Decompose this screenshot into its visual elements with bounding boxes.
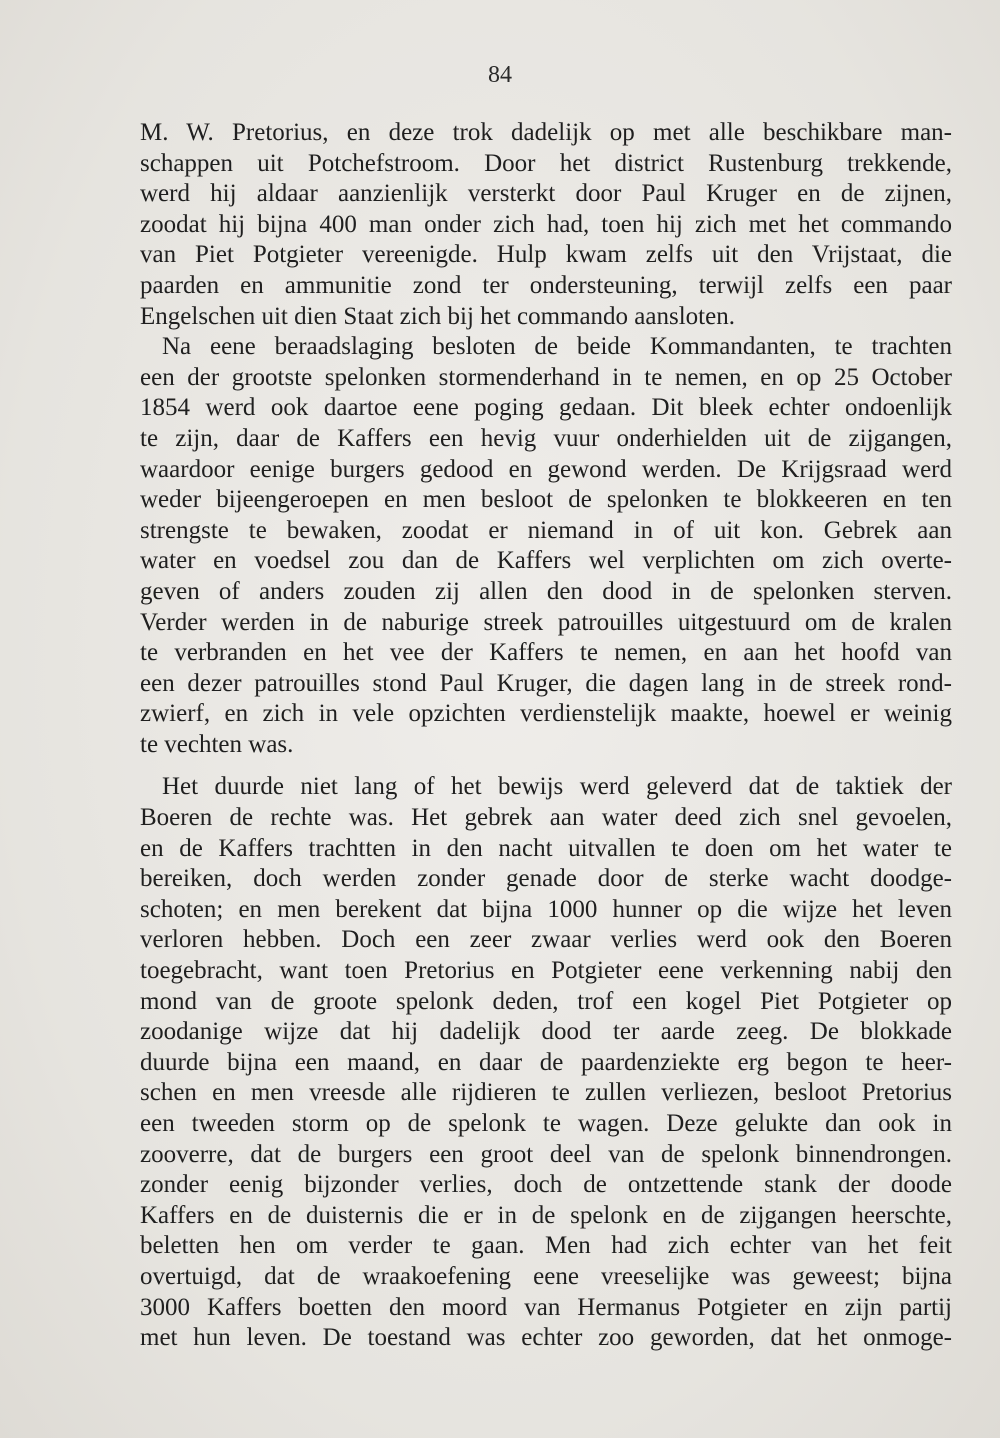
text-line: strengste te bewaken, zoodat er niemand in of uit kon. Gebrek aan bbox=[140, 516, 952, 544]
text-line: Boeren de rechte was. Het gebrek aan water deed zich snel gevoelen, bbox=[140, 804, 952, 832]
text-line: schen en men vreesde alle rijdieren te zullen verliezen, besloot Pretorius bbox=[140, 1079, 952, 1107]
text-line: verloren hebben. Doch een zeer zwaar verlies werd ook den Boeren bbox=[140, 926, 952, 954]
text-line: werd hij aldaar aanzienlijk versterkt door Paul Kruger en de zijnen, bbox=[140, 180, 952, 208]
text-line: Na eene beraadslaging besloten de beide Kommandanten, te trachten bbox=[162, 333, 952, 361]
body-text bbox=[140, 118, 952, 1354]
paragraph-3 bbox=[140, 772, 952, 1353]
text-line: te verbranden en het vee der Kaffers te nemen, en aan het hoofd van bbox=[140, 639, 952, 667]
text-line: waardoor eenige burgers gedood en gewond werden. De Krijgsraad werd bbox=[140, 455, 952, 483]
text-line: zwierf, en zich in vele opzichten verdienstelijk maakte, hoewel er weinig bbox=[140, 700, 952, 728]
page-number: 84 bbox=[488, 62, 512, 88]
text-line: en de Kaffers trachtten in den nacht uitvallen te doen om het water te bbox=[140, 834, 952, 862]
text-line: van Piet Potgieter vereenigde. Hulp kwam zelfs uit den Vrijstaat, die bbox=[140, 241, 952, 269]
text-line: 1854 werd ook daartoe eene poging gedaan. Dit bleek echter ondoenlijk bbox=[140, 394, 952, 422]
text-line: 3000 Kaffers boetten den moord van Hermanus Potgieter en zijn partij bbox=[140, 1293, 952, 1321]
text-line: schoten; en men berekent dat bijna 1000 hunner op die wijze het leven bbox=[140, 895, 952, 923]
text-line: zooverre, dat de burgers een groot deel van de spelonk binnendrongen. bbox=[140, 1140, 952, 1168]
text-line: geven of anders zouden zij allen den dood in de spelonken sterven. bbox=[140, 577, 952, 605]
text-line: overtuigd, dat de wraakoefening eene vreeselijke was geweest; bijna bbox=[140, 1262, 952, 1290]
text-line: een dezer patrouilles stond Paul Kruger, die dagen lang in de streek rond- bbox=[140, 669, 952, 697]
text-line: bereiken, doch werden zonder genade door de sterke wacht doodge- bbox=[140, 865, 952, 893]
text-line: paarden en ammunitie zond ter ondersteuning, terwijl zelfs een paar bbox=[140, 271, 952, 299]
text-line: een der grootste spelonken stormenderhand in te nemen, en op 25 October bbox=[140, 363, 952, 391]
text-line: duurde bijna een maand, en daar de paardenziekte erg begon te heer- bbox=[140, 1048, 952, 1076]
text-line: zoodat hij bijna 400 man onder zich had, toen hij zich met het commando bbox=[140, 210, 952, 238]
paragraph-1 bbox=[140, 118, 952, 332]
text-line: Verder werden in de naburige streek patrouilles uitgestuurd om de kralen bbox=[140, 608, 952, 636]
text-line: water en voedsel zou dan de Kaffers wel verplichten om zich overte- bbox=[140, 547, 952, 575]
text-line: mond van de groote spelonk deden, trof een kogel Piet Potgieter op bbox=[140, 987, 952, 1015]
text-line: beletten hen om verder te gaan. Men had zich echter van het feit bbox=[140, 1232, 952, 1260]
text-line: zoodanige wijze dat hij dadelijk dood ter aarde zeeg. De blokkade bbox=[140, 1018, 952, 1046]
text-line: toegebracht, want toen Pretorius en Potgieter eene verkenning nabij den bbox=[140, 957, 952, 985]
text-line: te zijn, daar de Kaffers een hevig vuur onderhielden uit de zijgangen, bbox=[140, 424, 952, 452]
text-line: Het duurde niet lang of het bewijs werd geleverd dat de taktiek der bbox=[162, 773, 952, 801]
text-line: met hun leven. De toestand was echter zoo geworden, dat het onmoge- bbox=[140, 1324, 952, 1352]
text-line: Engelschen uit dien Staat zich bij het commando aansloten. bbox=[140, 302, 735, 330]
text-line: Kaffers en de duisternis die er in de spelonk en de zijgangen heerschte, bbox=[140, 1201, 952, 1229]
text-line: weder bijeengeroepen en men besloot de spelonken te blokkeeren en ten bbox=[140, 486, 952, 514]
text-line: te vechten was. bbox=[140, 730, 294, 758]
text-line: zonder eenig bijzonder verlies, doch de ontzettende stank der doode bbox=[140, 1171, 952, 1199]
text-line: schappen uit Potchefstroom. Door het district Rustenburg trekkende, bbox=[140, 149, 952, 177]
paragraph-2 bbox=[140, 332, 952, 760]
text-line: een tweeden storm op de spelonk te wagen. Deze gelukte dan ook in bbox=[140, 1110, 952, 1137]
text-line: M. W. Pretorius, en deze trok dadelijk op met alle beschikbare man- bbox=[140, 119, 952, 146]
